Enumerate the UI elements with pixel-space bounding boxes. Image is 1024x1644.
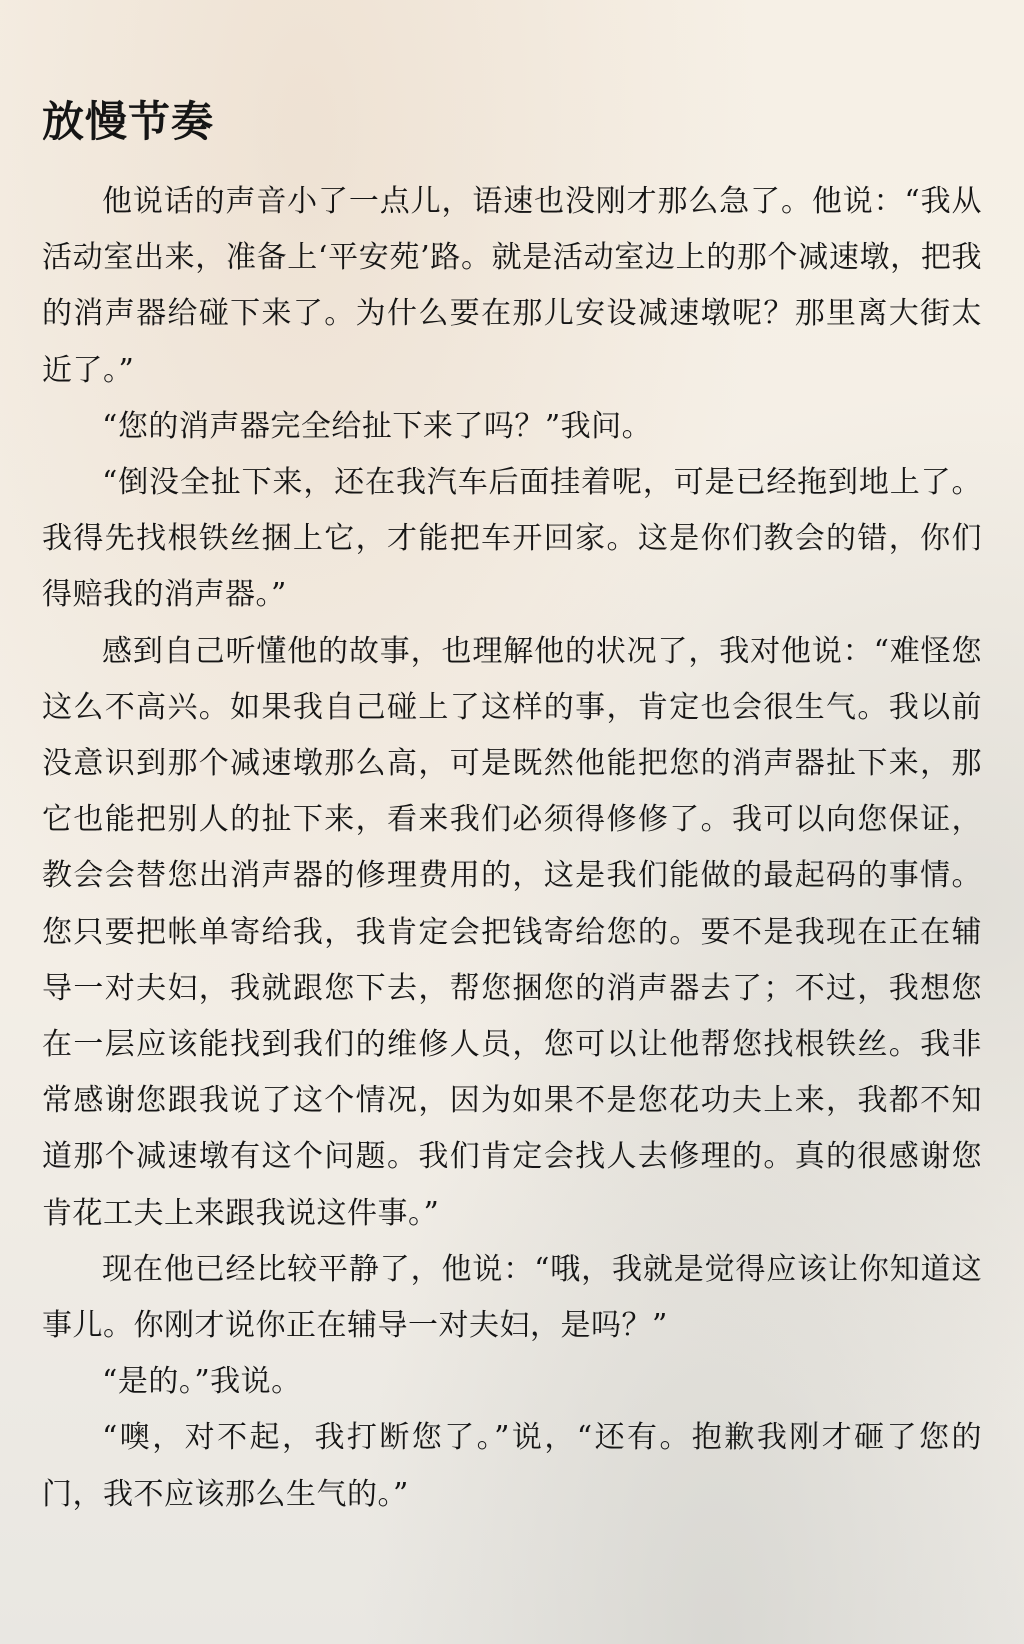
page-content [42, 92, 982, 1523]
paragraph-1: 他说话的声音小了一点儿，语速也没刚才那么急了。他说：“我从活动室出来，准备上‘平安苑’路。就是活动室边上的那个减速墩，把我的消声器给碰下来了。为什么要在那儿安设减速墩呢？那里离大街太近了。” [42, 184, 982, 388]
paragraph-5: 现在他已经比较平静了，他说：“哦，我就是觉得应该让你知道这事儿。你刚才说你正在辅导一对夫妇，是吗？” [42, 1251, 982, 1344]
paragraph-6: “是的。”我说。 [102, 1364, 302, 1400]
paragraph-7: “噢，对不起，我打断您了。”说，“还有。抱歉我刚才砸了您的门，我不应该那么生气的。” [42, 1420, 982, 1512]
paragraph-4: 感到自己听懂他的故事，也理解他的状况了，我对他说：“难怪您这么不高兴。如果我自己碰上了这样的事，肯定也会很生气。我以前没意识到那个减速墩那么高，可是既然他能把您的消声器扯下来，那它也能把别人的扯下来，看来我们必须得修修了。我可以向您保证，教会会替您出消声器的修理费用的，这是我们能做的最起码的事情。您只要把帐单寄给我，我肯定会把钱寄给您的。要不是我现在正在辅导一对夫妇，我就跟您下去，帮您捆您的消声器去了；不过，我想您在一层应该能找到我们的维修人员，您可以让他帮您找根铁丝。我非常感谢您跟我说了这个情况，因为如果不是您花功夫上来，我都不知道那个减速墩有这个问题。我们肯定会找人去修理的。真的很感谢您肯花工夫上来跟我说这件事。” [42, 633, 982, 1231]
paragraph-3: “倒没全扯下来，还在我汽车后面挂着呢，可是已经拖到地上了。我得先找根铁丝捆上它，才能把车开回家。这是你们教会的错，你们得赔我的消声器。” [42, 465, 982, 613]
section-title: 放慢节奏 [42, 97, 215, 146]
paragraph-2: “您的消声器完全给扯下来了吗？”我问。 [102, 408, 653, 444]
